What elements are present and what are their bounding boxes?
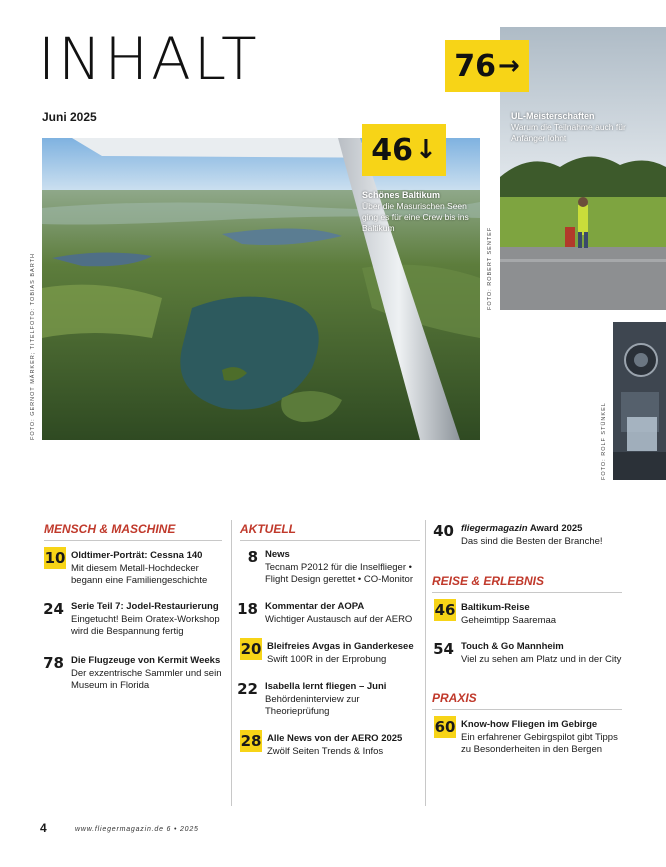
- page-number: 78: [43, 654, 64, 672]
- page-number: 18: [237, 600, 258, 618]
- page-badge-76[interactable]: [445, 40, 529, 92]
- toc-entry[interactable]: [236, 549, 422, 587]
- toc-entry[interactable]: [430, 641, 630, 666]
- page-number: 10: [44, 549, 66, 567]
- arrow-down-icon: ↓: [414, 135, 437, 165]
- badge-number: 76: [454, 48, 496, 84]
- entry-description: Behördeninterview zur Theorieprüfung: [265, 693, 360, 717]
- caption-ul: [511, 111, 631, 144]
- entry-description: Viel zu sehen am Platz und in der City: [461, 653, 622, 665]
- entry-title: Alle News von der AERO 2025: [267, 733, 403, 744]
- entry-title: Baltikum-Reise: [461, 602, 530, 613]
- photo-credit-small: FOTO: ROLF STÜNKEL: [601, 402, 607, 480]
- entry-title: Touch & Go Mannheim: [461, 641, 564, 652]
- entry-description: Mit diesem Metall-Hochdecker begann eine Familiengeschichte: [71, 562, 208, 586]
- entry-title: Kommentar der AOPA: [265, 601, 365, 612]
- caption-text: Warum die Teilnahme auch für Anfänger lohnt: [511, 122, 626, 143]
- toc-entry[interactable]: [240, 733, 422, 758]
- page-number: 54: [433, 640, 454, 658]
- caption-title: UL-Meisterschaften: [511, 111, 595, 121]
- caption-text: Über die Masurischen Seen ging es für eine Crew bis ins Baltikum: [362, 201, 469, 233]
- column-divider: [425, 520, 426, 806]
- entry-description: Das sind die Besten der Branche!: [461, 535, 603, 547]
- page-number: 60: [434, 718, 456, 736]
- photo-credit-right: FOTO: ROBERT SENTEF: [487, 226, 493, 310]
- page-number: 8: [247, 548, 258, 566]
- entry-title: Bleifreies Avgas in Ganderkesee: [267, 641, 414, 652]
- entry-title: Isabella lernt fliegen – Juni: [265, 681, 387, 692]
- entry-description: Zwölf Seiten Trends & Infos: [267, 745, 384, 757]
- page-title: INHALT: [38, 25, 260, 93]
- entry-description: Der exzentrische Sammler und sein Museum in Florida: [71, 667, 222, 691]
- section-heading-reise-erlebnis: REISE & ERLEBNIS: [432, 574, 622, 593]
- toc-entry[interactable]: [40, 601, 226, 639]
- section-heading-mensch-maschine: MENSCH & MASCHINE: [44, 522, 222, 541]
- page-number: 40: [433, 522, 454, 540]
- entry-description: Eingetucht! Beim Oratex-Workshop wird die Bespannung fertig: [71, 613, 220, 637]
- toc-entry-award[interactable]: [430, 523, 630, 548]
- toc-entry[interactable]: [434, 602, 630, 627]
- footer-page-number: 4: [40, 821, 47, 835]
- entry-description: Swift 100R in der Erprobung: [267, 653, 387, 665]
- caption-title: Schönes Baltikum: [362, 190, 441, 200]
- toc-entry[interactable]: [44, 550, 224, 588]
- badge-number: 46: [371, 132, 413, 168]
- photo-credit-main: FOTO: GERNOT MÄRKER; TITELFOTO: TOBIAS BARTH: [30, 253, 36, 440]
- entry-title-rest: Award 2025: [527, 523, 583, 534]
- entry-description: Tecnam P2012 für die Inselflieger • Flight Design gerettet • CO-Monitor: [265, 561, 413, 585]
- entry-description: Geheimtipp Saaremaa: [461, 614, 557, 626]
- entry-title: Oldtimer-Porträt: Cessna 140: [71, 550, 203, 561]
- entry-description: Ein erfahrener Gebirgspilot gibt Tipps zu Besonderheiten in den Bergen: [461, 731, 618, 755]
- toc-entry[interactable]: [240, 641, 422, 666]
- arrow-right-icon: →: [497, 51, 520, 81]
- page-number: 28: [240, 732, 262, 750]
- toc-entry[interactable]: [434, 719, 630, 757]
- entry-title: News: [265, 549, 290, 560]
- page-number: 24: [43, 600, 64, 618]
- entry-title: Die Flugzeuge von Kermit Weeks: [71, 655, 221, 666]
- toc-entry[interactable]: [40, 655, 226, 693]
- cockpit-illustration: [613, 322, 666, 480]
- aerial-lakes-illustration: [42, 138, 480, 440]
- section-heading-aktuell: AKTUELL: [240, 522, 420, 541]
- page-number: 46: [434, 601, 456, 619]
- entry-description: Wichtiger Austausch auf der AERO: [265, 613, 413, 625]
- issue-date: Juni 2025: [42, 110, 97, 124]
- entry-title: Know-how Fliegen im Gebirge: [461, 719, 598, 730]
- entry-title: Serie Teil 7: Jodel-Restaurierung: [71, 601, 219, 612]
- toc-entry[interactable]: [236, 681, 422, 719]
- entry-title: [461, 523, 603, 536]
- page-badge-46[interactable]: [362, 124, 446, 176]
- cockpit-detail-photo: [613, 322, 666, 480]
- page-number: 22: [237, 680, 258, 698]
- column-divider: [231, 520, 232, 806]
- footer-url[interactable]: www.fliegermagazin.de 6 • 2025: [75, 826, 199, 833]
- magazine-name: fliegermagazin: [461, 523, 528, 534]
- toc-entry[interactable]: [236, 601, 422, 626]
- aerial-lakes-photo: [42, 138, 480, 440]
- page-number: 20: [240, 640, 262, 658]
- section-heading-praxis: PRAXIS: [432, 691, 622, 710]
- caption-baltikum: [362, 190, 482, 234]
